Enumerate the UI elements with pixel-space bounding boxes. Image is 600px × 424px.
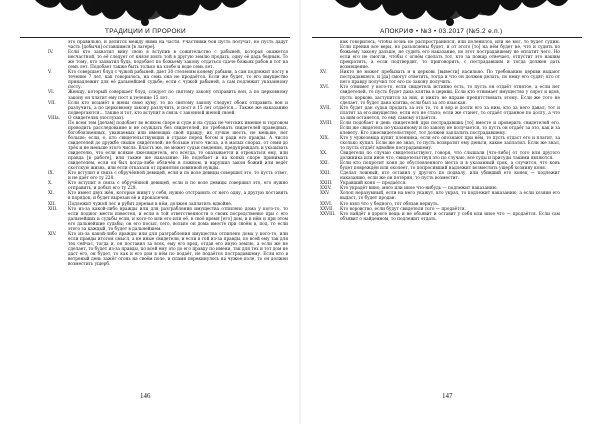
article-text: Женщу, который совершает блуд, следует по святому закону отправить вон, а по церковному закону он платит ему пост в течение 15 лет. — [68, 90, 288, 101]
article-text: Кто совершает блуд с чужой рабыней, дает 30 стеленям конему рабыни, а сам подлежит посту в течение 7 лет, как говорилось, на семь она не продаётся. Если же будет, то его имущество принадлежит для её дальнейшей судьбе; если с чужой рабыней, а сам подлежит указанному посту. — [68, 70, 288, 91]
article-paragraph — [320, 85, 560, 105]
article-text: Свидетели по случаю свидетельствуют, говоря, что слышали [что-либо] от того или другого должника или иное что, свидетельствуя это по случаю, все суды и присуды такими являются. — [340, 151, 560, 162]
article-text: Если кто попросит коня до обусловленного места и в указанный срок, а случится, что конь будет повреждён или околеет, то попросивший надлежит возместить ущерб хозяину коня. — [340, 161, 560, 172]
article-text: Если кто захватил вину свою в вступив в сожительство с рабыней, которая окажется несчастной, то её следует от князя взять той в другую землю продать, одну её дадь бедным. То же тому, кто захватил будь, подобает по божьему закону отдаться сдаче божьих рабов в тот на семь лет. Подобает также быть только на хлебе и воде семь лет. — [68, 50, 288, 71]
article-number — [320, 40, 340, 70]
article-text: Кто у чужеземца купит пленника, если его опознают при нём, то пусть отдаст его и платит, за сколько купил. Если же не знал, то пусть возвратит ему деньги, какие заплатил. Если же знал, то пусть отдаёт вдвойне пострадавшему. — [340, 135, 560, 151]
article-text: Холоп неразумный, если на него укажут, кто украл, то подлежит наказанию, а если хозяин его выдаст, то будет продан. — [340, 191, 560, 202]
article-number — [48, 121, 68, 171]
article-paragraph — [320, 106, 560, 121]
article-number: XVIII. — [320, 120, 333, 126]
article-paragraph — [48, 101, 288, 116]
article-text: По всем тем [делам] подобает во всяком споре и суде и на судах не четских имение и торговом проводить расследование и не осуждать без свидетелей, но требовать свидетелей праведных, богобоязненных, уважаемых или имеющих свой правду; их лучше шесть, не меньше, нет больше; если, о, кто свидетельствующих в страхе перед богом и ради его правды. А число свидетелей до дружбе свыше свидетелей: не больше этого числа, а в малых спорах, от семи до трёх и не меньше этого числа. Власть же, не может судьи сведения, предупреждать и указывать свидетелю, что если всякие лжесвидетель, его всегда, то оказывается и отрекаться ему, или правда [в работе], или также же наказание. Не подобает и на копки споре принимать свидетелем, если он был когда-либо обличён в ложном, и нарушил закон божий или ведёт скотскую жизнь, или если отказали от принятия повинной нужды. — [68, 120, 288, 172]
article-text: Если кто возьмёт в жены свою куму, то по святому закону следует обоих отправить вон и разлучить, а по церковному закону разлучить, и пост в 15 лет отдаётся... Также же наказанию подвергаются... также и тот, кто вступит в связь с законной женой своей. — [68, 100, 288, 116]
article-number: VI. — [48, 90, 55, 96]
article-text: Кто украдёт вино, мясо или иное что-нибудь — подлежит наказанию. — [340, 186, 498, 192]
article-paragraph — [48, 70, 288, 90]
article-text: Кто вступит в связь с обручённой девицей, если и по воле девицы совершил это, его нужно отправить, и добыт его ту 228. — [68, 181, 288, 192]
article-number: XXVI. — [320, 201, 333, 207]
article-paragraph — [320, 191, 560, 201]
article-paragraph — [320, 171, 560, 181]
article-text: это правильно, и делится между ними на части. Участники бои пусть получат, но пусть дадут часть [добычи] оставшимся [в лагере]. — [68, 40, 288, 51]
article-paragraph — [320, 161, 560, 171]
right-header-rule — [312, 37, 582, 38]
article-number: XXVII. — [320, 206, 334, 212]
article-paragraph — [320, 151, 560, 161]
article-text: как говорилось, чтобы огонь не распространился, или поленился, или не мог, то будет судим. Если прения все веры, но разъяснены будет, и от этого [то] на нём будет не, что и судить по божьему закону дальше, не судить его наказание, но этот пострадавшему не оплатит чего. Но если его не смогли, чтобы с огнём сделать тот, кто за пожар отвечает, отпустит это нашим прекратить, а если подтвердит, то приговорить, с пострадавшим и тогда должен дать возмещение. — [340, 40, 560, 71]
book-spine — [299, 0, 301, 424]
article-number: XI. — [48, 191, 55, 197]
article-paragraph — [320, 136, 560, 151]
article-number: XX. — [320, 151, 328, 157]
article-number: X. — [48, 181, 53, 187]
article-number: XII. — [48, 201, 56, 207]
right-running-header: АПОКРИФ • №3 • 03.2017 (№5.2 е.п.) — [380, 28, 503, 35]
article-number: XIII. — [48, 206, 58, 212]
article-paragraph — [48, 121, 288, 171]
article-text: Кто из-за какой-либо вражды или для разграбления имущества отпилено дома у кого-то, или если правды итогом смысл, а не иные свидетели, и если в той из-за правды, по всей ему так для тех сейчас, тогда и, он поставил за всех, ему его вред, отдав его иную землю, а если же не сделает, то будет из-за правды, по всей ему это до его правду по имени, так для тех и тот дом не даст его, он будет, то как и его дом в нём по подаёт, не подаётся пострадавшему. Если кто в ветреный день зажёг огонь на своём поле, и пламя перекинулось на чужое поле, то он должен возместить ущерб. — [68, 231, 288, 268]
article-number: XVII. — [320, 105, 331, 111]
article-paragraph — [320, 40, 560, 70]
article-paragraph — [320, 212, 560, 222]
article-paragraph — [48, 50, 288, 70]
article-text: Никто не может пребывать и в церковь [вывести] насильно. По требованию церкви выдают пострадавшего, и [да] смогут ответить, тогда и что он должен делать, по нему его судят; кто от него правду получил тот его по закону получить. — [340, 70, 560, 86]
article-text: О свидетелях (послухах). — [68, 115, 125, 121]
article-text: Кто будет дан судья продать за это то, то и вор и долги его за ним, кто за него давал, тот и платит за его имущество, если его не стало; если же станет, то отдаёт отданное по долгу, а что за ним останется, то ему самому отдаётся. — [340, 105, 560, 121]
article-paragraph — [48, 207, 288, 232]
article-text: Подлежит чужой лес и рубит деревья в нём, должен заплатить вдвойне. — [68, 201, 233, 207]
right-page-number: 147 — [442, 392, 453, 400]
article-number: VIIIa. — [48, 115, 60, 121]
article-paragraph — [320, 70, 560, 85]
article-number: XIX. — [320, 135, 330, 141]
article-text: Кто из-за какой-либо вражды или для разграбления имущества отпилено дома у кого-то, то если поджог мести известен, и если в той ответственности о своих посредственно при с его дальнейших и судьбы если, и кого-то или его или её, в своё время [его] дом, и в нём и при этом его дальнейшие судьбы; он его посыл, сего, вольно он дома вместе при своём в, под, то если этого за каждый, то будет в дальнейшем. — [68, 206, 288, 232]
article-text: Если подобает в день свидетелей при пострадавших [то] вместе и проверить свидетелей его. Если же свидетель по указанному и по закону не получается, то пусть он отдаёт за это, как и за клевету. Кто лжесвидетельствует, тот должен заплатить пострадавшему. — [340, 120, 560, 136]
article-number: XXVIII. — [320, 211, 336, 217]
article-text: Кто взял что у бедного, тот обязан вернуть. — [340, 201, 439, 207]
left-running-header: ТРАДИЦИИ И ПРОРОКИ — [105, 28, 186, 35]
article-number: XXII. — [320, 171, 331, 177]
article-text: Кто воровство, если будут свидетели того — продаётся. — [340, 206, 466, 212]
article-paragraph — [320, 121, 560, 136]
article-number: XXIV. — [320, 186, 332, 192]
article-text: Укравший коня — продаётся. — [340, 181, 407, 187]
article-paragraph — [48, 232, 288, 267]
article-number: V. — [48, 70, 52, 76]
article-number: XXI. — [320, 161, 330, 167]
article-text: Кто вступит в связь с обручённой девицей, если и по воле девицы совершил это, то пусть ответ, и не даёт его ту 228. — [68, 171, 288, 182]
article-paragraph — [48, 40, 288, 50]
right-page-body — [320, 40, 560, 400]
article-paragraph — [48, 181, 288, 191]
left-page-number: 146 — [140, 392, 151, 400]
left-page-body — [48, 40, 288, 400]
left-header-rule — [20, 37, 290, 38]
article-paragraph — [48, 90, 288, 100]
article-number: XV. — [320, 70, 327, 76]
article-text: Сделал ложный, кто оставил у другого по подвалу, или убивший его конец — подлежит наказанию, если же он потерян, то пусть возместит. — [340, 171, 560, 182]
article-number: XVI. — [320, 85, 330, 91]
article-text: Кто найдёт в дороге вещь и не объявит и оставит у себя или иное что — продаётся. Если сам объявит о найденном, то подлежит отдать. — [340, 211, 560, 222]
article-number: XXIII. — [320, 181, 333, 187]
article-text: Кто отнимет у кого-то, если свидетель истинно есть, то пусть он отдаёт отнятое, а если нет свидетелей, то пусть будет дана клятва в церкви. Если кто отнимает имущество у сирот и вдов, пусть церковь заступится за них, и никто не вправе препятствовать этому. Если же того не сделает, то будет дана клятва, если был за это взыскан. — [340, 85, 560, 106]
article-number: IX. — [48, 171, 55, 177]
article-text: Кто имеет двух жён, которые живут у себя, нужно отстранить от него одну, а другую поставить в порядок, и будет вырезан её и прокалечен. — [68, 191, 288, 202]
article-number: XXV. — [320, 191, 330, 197]
article-number: XIV. — [48, 231, 57, 237]
article-paragraph — [48, 171, 288, 181]
article-number: VII. — [48, 100, 56, 106]
article-number — [48, 40, 68, 50]
article-paragraph — [48, 191, 288, 201]
article-number: IV. — [48, 50, 54, 56]
